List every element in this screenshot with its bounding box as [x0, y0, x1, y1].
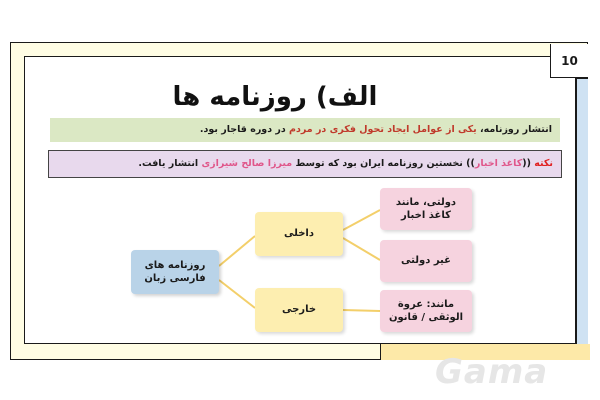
- note-text-1: ((: [522, 158, 535, 169]
- node-state-owned: دولتی، مانند کاغذ اخبار: [380, 188, 472, 230]
- gama-watermark-logo: Gama: [435, 352, 549, 392]
- node-external: خارجی: [255, 288, 343, 332]
- slide-title: الف) روزنامه ها: [172, 82, 378, 112]
- node-internal: داخلی: [255, 212, 343, 256]
- node-external-examples: مانند: عروة الوثقی / قانون: [380, 290, 472, 332]
- main-statement-text-2: در دوره قاجار بود.: [199, 124, 290, 135]
- node-non-state: غیر دولتی: [380, 240, 472, 282]
- connector-external-example: [343, 310, 380, 311]
- note-newspaper-name: کاغذ اخبار: [474, 158, 523, 169]
- main-statement-highlight: یکی از عوامل ایجاد تحول فکری در مردم: [289, 124, 477, 135]
- note-label: نکته: [534, 158, 553, 169]
- connector-root-external: [219, 280, 255, 308]
- connector-internal-state: [343, 210, 380, 230]
- page-number: 10: [550, 44, 588, 78]
- note-text-3: انتشار یافت.: [138, 158, 202, 169]
- main-statement-text-1: انتشار روزنامه،: [476, 124, 552, 135]
- note-publisher-name: میرزا صالح شیرازی: [201, 158, 293, 169]
- note-text-2: )) نخستین روزنامه ایران بود که توسط: [292, 158, 475, 169]
- node-persian-newspapers: روزنامه های فارسی زبان: [131, 250, 219, 294]
- connector-root-internal: [219, 236, 255, 266]
- connector-internal-nonstate: [343, 238, 380, 260]
